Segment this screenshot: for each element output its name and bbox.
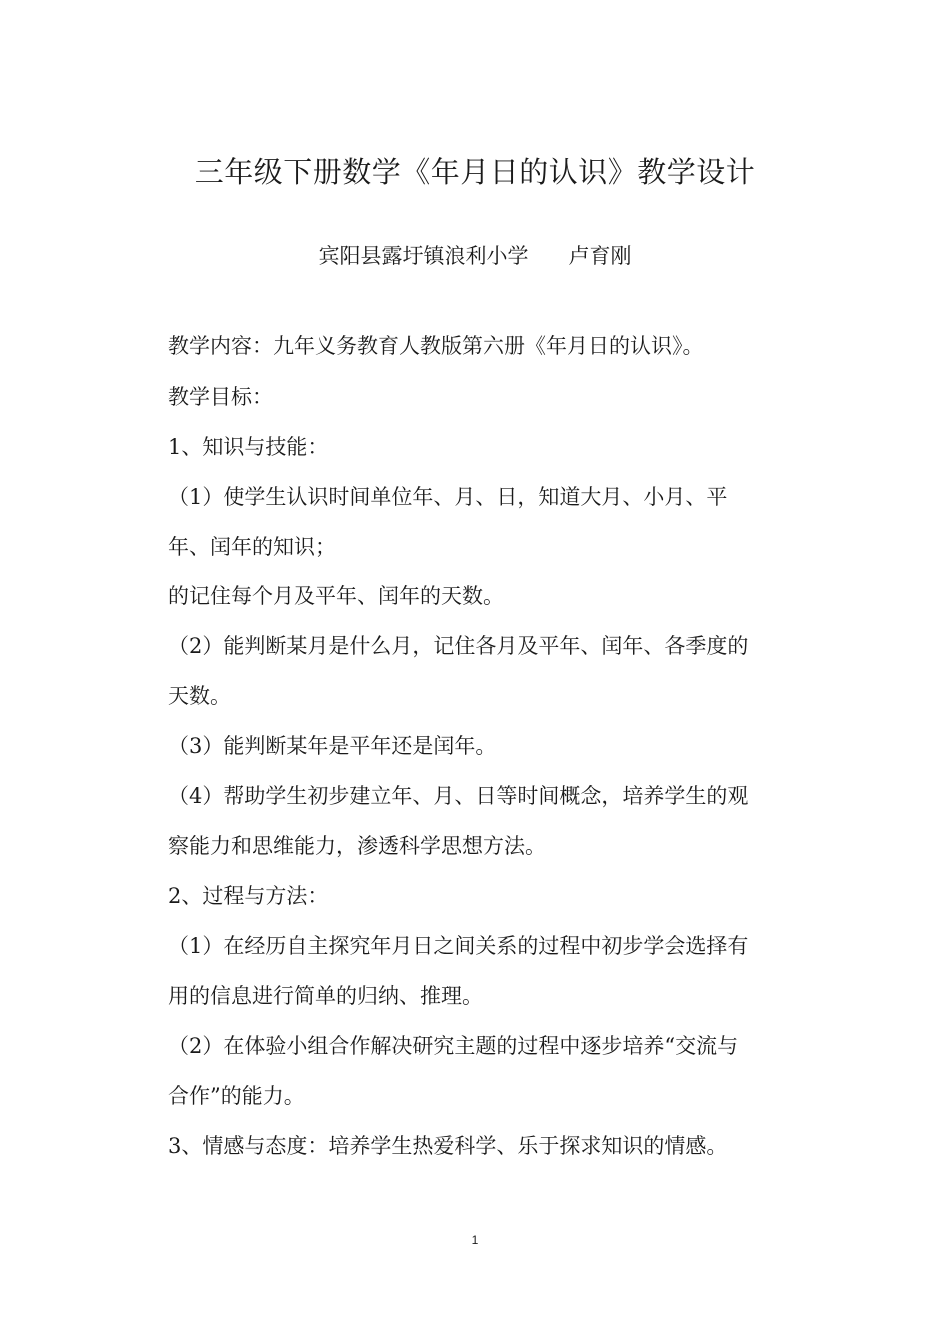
paragraph-line: 用的信息进行简单的归纳、推理。 bbox=[168, 984, 483, 1008]
paragraph-line: 年、闰年的知识； bbox=[168, 535, 336, 559]
paragraph-line: 2、过程与方法： bbox=[168, 884, 329, 908]
paragraph-line: 1、知识与技能： bbox=[168, 435, 329, 459]
paragraph-line: 教学内容：九年义务教育人教版第六册《年月日的认识》。 bbox=[168, 334, 704, 358]
paragraph-line: 教学目标： bbox=[168, 385, 273, 409]
paragraph-line: （3）能判断某年是平年还是闰年。 bbox=[168, 734, 497, 758]
paragraph-line: （1）在经历自主探究年月日之间关系的过程中初步学会选择有 bbox=[168, 934, 749, 958]
document-author: 宾阳县露圩镇浪利小学 卢育刚 bbox=[318, 244, 632, 268]
paragraph-line: 天数。 bbox=[168, 684, 231, 708]
paragraph-line: 合作”的能力。 bbox=[168, 1084, 305, 1108]
paragraph-line: （1）使学生认识时间单位年、月、日，知道大月、小月、平 bbox=[168, 485, 728, 509]
paragraph-line: 3、情感与态度：培养学生热爱科学、乐于探求知识的情感。 bbox=[168, 1134, 728, 1158]
document-title: 三年级下册数学《年月日的认识》教学设计 bbox=[194, 155, 756, 189]
page-number: 1 bbox=[471, 1233, 479, 1247]
paragraph-line: 察能力和思维能力，渗透科学思想方法。 bbox=[168, 834, 546, 858]
paragraph-line: （4）帮助学生初步建立年、月、日等时间概念，培养学生的观 bbox=[168, 784, 749, 808]
paragraph-line: （2）能判断某月是什么月，记住各月及平年、闰年、各季度的 bbox=[168, 634, 749, 658]
paragraph-line: 的记住每个月及平年、闰年的天数。 bbox=[168, 584, 504, 608]
paragraph-line: （2）在体验小组合作解决研究主题的过程中逐步培养“交流与 bbox=[168, 1034, 739, 1058]
